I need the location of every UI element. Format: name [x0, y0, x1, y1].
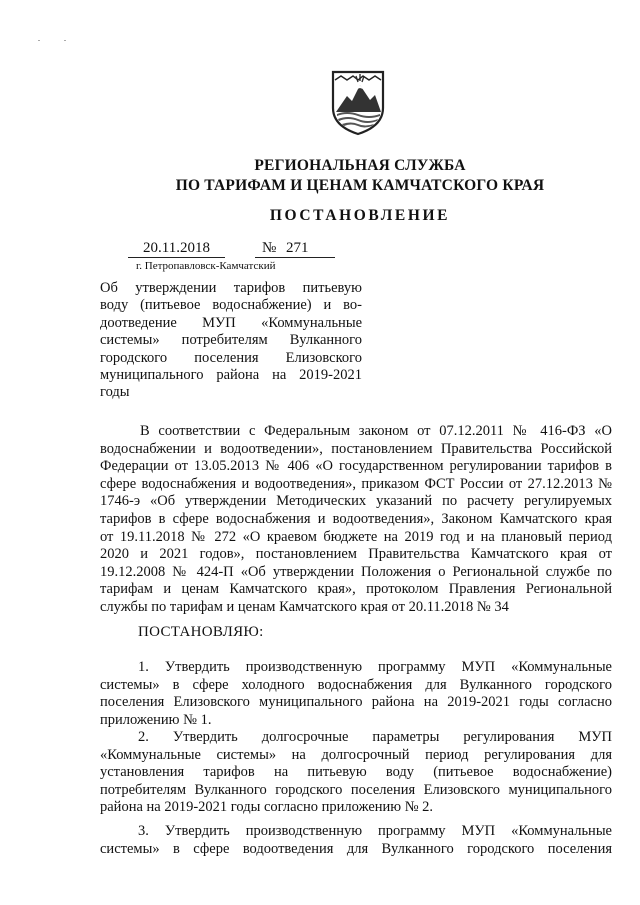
- number-sign: №: [262, 240, 277, 256]
- item-2-paragraph: [100, 729, 612, 817]
- document-subject: [100, 280, 362, 402]
- subject-line: городского поселения Елизовского: [100, 349, 362, 366]
- item-2-line: «Коммунальные системы» на долгосрочный период регулирования для: [100, 746, 612, 763]
- item-2-line: установления тарифов на питьевую воду (питьевое водоснабжение): [100, 764, 612, 781]
- number-underline: [255, 257, 335, 258]
- preamble-line: 19.12.2008 № 424-П «Об утверждении Положения о Региональной службе по: [100, 563, 612, 580]
- subject-line: воду (питьевое водоснабжение) и во-: [100, 297, 362, 314]
- document-city: г. Петропавловск-Камчатский: [136, 260, 276, 272]
- item-1-line: поселения Елизовского муниципального района на 2019-2021 годы согласно: [100, 694, 612, 711]
- preamble-line: Федерации от 13.05.2013 № 406 «О государственном регулировании тарифов в: [100, 458, 612, 475]
- item-3-line: системы» в сфере водоотведения для Вулканного городского поселения: [100, 840, 612, 857]
- organization-name-line2: ПО ТАРИФАМ И ЦЕНАМ КАМЧАТСКОГО КРАЯ: [175, 177, 545, 194]
- item-1-line: 1. Утвердить производственную программу МУП «Коммунальные: [138, 659, 612, 675]
- item-2-line: 2. Утвердить долгосрочные параметры регулирования МУП: [138, 729, 612, 745]
- preamble-line: сфере водоснабжения и водоотведения», приказом ФСТ России от 27.12.2013 №: [100, 475, 612, 492]
- scan-speck: [38, 40, 40, 41]
- subject-line: доотведение МУП «Коммунальные: [100, 314, 362, 331]
- item-1-line: приложению № 1.: [100, 711, 212, 728]
- date-underline: [128, 257, 225, 258]
- coat-of-arms-emblem: [327, 68, 389, 136]
- scan-speck: [64, 40, 66, 41]
- item-2-line: района на 2019-2021 годы согласно приложению № 2.: [100, 799, 434, 816]
- item-1-paragraph: [100, 659, 612, 729]
- preamble-line: водоснабжении и водоотведении», постановлением Правительства Российской: [100, 440, 612, 457]
- preamble-line: службы по тарифам и ценам Камчатского края от 20.11.2018 № 34: [100, 598, 509, 615]
- document-date: 20.11.2018: [143, 240, 210, 256]
- subject-line: Об утверждении тарифов питьевую: [100, 280, 362, 296]
- document-number: 271: [286, 240, 309, 256]
- subject-line: системы» потребителям Вулканного: [100, 332, 362, 349]
- preamble-line: тарифам и ценам Камчатского края», протоколом Правления Региональной: [100, 581, 612, 598]
- item-3-paragraph: [100, 823, 612, 858]
- item-3-line: 3. Утвердить производственную программу МУП «Коммунальные: [138, 823, 612, 839]
- decree-word: ПОСТАНОВЛЯЮ:: [138, 624, 264, 640]
- preamble-line: тарифов в сфере водоснабжения и водоотведения», Законом Камчатского края: [100, 510, 612, 527]
- preamble-line: В соответствии с Федеральным законом от 07.12.2011 № 416-ФЗ «О: [140, 423, 612, 439]
- subject-line: муниципального района на 2019-2021: [100, 367, 362, 384]
- preamble-line: от 19.11.2018 № 272 «О краевом бюджете на 2019 год и на плановый период: [100, 528, 612, 545]
- organization-name-line1: РЕГИОНАЛЬНАЯ СЛУЖБА: [254, 157, 466, 174]
- preamble-line: 2020 и 2021 годов», постановлением Правительства Камчатского края от: [100, 546, 612, 563]
- preamble-paragraph: [100, 423, 612, 617]
- item-1-line: системы» в сфере холодного водоснабжения для Вулканного городского: [100, 676, 612, 693]
- document-type-title: ПОСТАНОВЛЕНИЕ: [269, 207, 451, 224]
- item-2-line: потребителям Вулканного городского поселения Елизовского муниципального: [100, 781, 612, 798]
- preamble-line: 1746-э «Об утверждении Методических указаний по расчету регулируемых: [100, 493, 612, 510]
- subject-line: годы: [100, 384, 130, 401]
